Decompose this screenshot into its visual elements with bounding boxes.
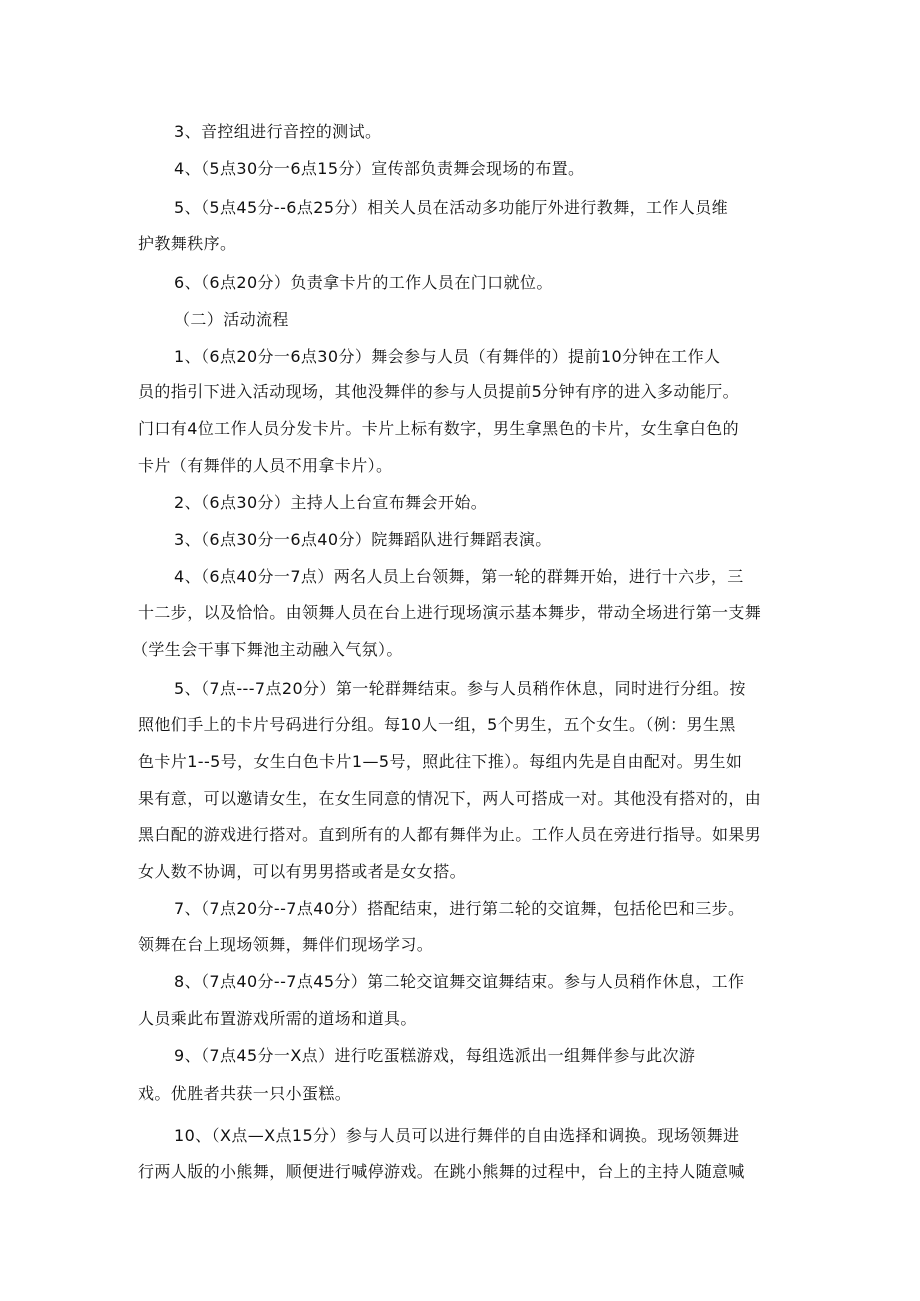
text-line: 7、（7点20分--7点40分）搭配结束，进行第二轮的交谊舞，包括伦巴和三步。 bbox=[174, 899, 745, 918]
text-line: 领舞在台上现场领舞，舞伴们现场学习。 bbox=[138, 935, 434, 954]
text-line: 2、（6点30分）主持人上台宣布舞会开始。 bbox=[174, 493, 488, 512]
text-line: 员的指引下进入活动现场，其他没舞伴的参与人员提前5分钟有序的进入多动能厅。 bbox=[138, 382, 739, 401]
text-line: （学生会干事下舞池主动融入气氛）。 bbox=[132, 640, 403, 659]
text-line: 女人数不协调，可以有男男搭或者是女女搭。 bbox=[138, 862, 467, 881]
text-line: 3、（6点30分一6点40分）院舞蹈队进行舞蹈表演。 bbox=[174, 530, 552, 549]
text-line: 4、（5点30分一6点15分）宣传部负责舞会现场的布置。 bbox=[174, 159, 585, 178]
text-line: 黑白配的游戏进行搭对。直到所有的人都有舞伴为止。工作人员在旁进行指导。如果男 bbox=[138, 825, 762, 844]
text-line: 1、（6点20分一6点30分）舞会参与人员（有舞伴的）提前10分钟在工作人 bbox=[174, 347, 721, 366]
text-line: 8、（7点40分--7点45分）第二轮交谊舞交谊舞结束。参与人员稍作休息，工作 bbox=[174, 972, 745, 991]
text-line: 戏。优胜者共获一只小蛋糕。 bbox=[138, 1084, 352, 1103]
text-line: 行两人版的小熊舞，顺便进行喊停游戏。在跳小熊舞的过程中，台上的主持人随意喊 bbox=[138, 1162, 745, 1181]
text-line: 人员乘此布置游戏所需的道场和道具。 bbox=[138, 1009, 417, 1028]
text-line: 5、（7点---7点20分）第一轮群舞结束。参与人员稍作休息，同时进行分组。按 bbox=[174, 679, 746, 698]
text-line: 护教舞秩序。 bbox=[138, 234, 237, 253]
text-line: 10、（X点—X点15分）参与人员可以进行舞伴的自由选择和调换。现场领舞进 bbox=[174, 1126, 740, 1145]
text-line: 3、音控组进行音控的测试。 bbox=[174, 122, 382, 141]
text-line: 9、（7点45分一X点）进行吃蛋糕游戏，每组选派出一组舞伴参与此次游 bbox=[174, 1046, 696, 1065]
text-line: 门口有4位工作人员分发卡片。卡片上标有数字，男生拿黑色的卡片，女生拿白色的 bbox=[138, 419, 739, 438]
text-line: 照他们手上的卡片号码进行分组。每10人一组，5个男生，五个女生。（例：男生黑 bbox=[138, 715, 736, 734]
text-line: 果有意，可以邀请女生，在女生同意的情况下，两人可搭成一对。其他没有搭对的，由 bbox=[138, 789, 762, 808]
text-line: 5、（5点45分--6点25分）相关人员在活动多功能厅外进行教舞，工作人员维 bbox=[174, 198, 729, 217]
text-line: 6、（6点20分）负责拿卡片的工作人员在门口就位。 bbox=[174, 273, 553, 292]
section-heading: （二）活动流程 bbox=[174, 310, 289, 329]
text-line: 色卡片1--5号，女生白色卡片1—5号，照此往下推）。每组内先是自由配对。男生如 bbox=[138, 752, 743, 771]
text-line: 十二步，以及恰恰。由领舞人员在台上进行现场演示基本舞步，带动全场进行第一支舞 bbox=[138, 603, 762, 622]
text-line: 4、（6点40分一7点）两名人员上台领舞，第一轮的群舞开始，进行十六步，三 bbox=[174, 567, 744, 586]
text-line: 卡片（有舞伴的人员不用拿卡片）。 bbox=[138, 456, 393, 475]
